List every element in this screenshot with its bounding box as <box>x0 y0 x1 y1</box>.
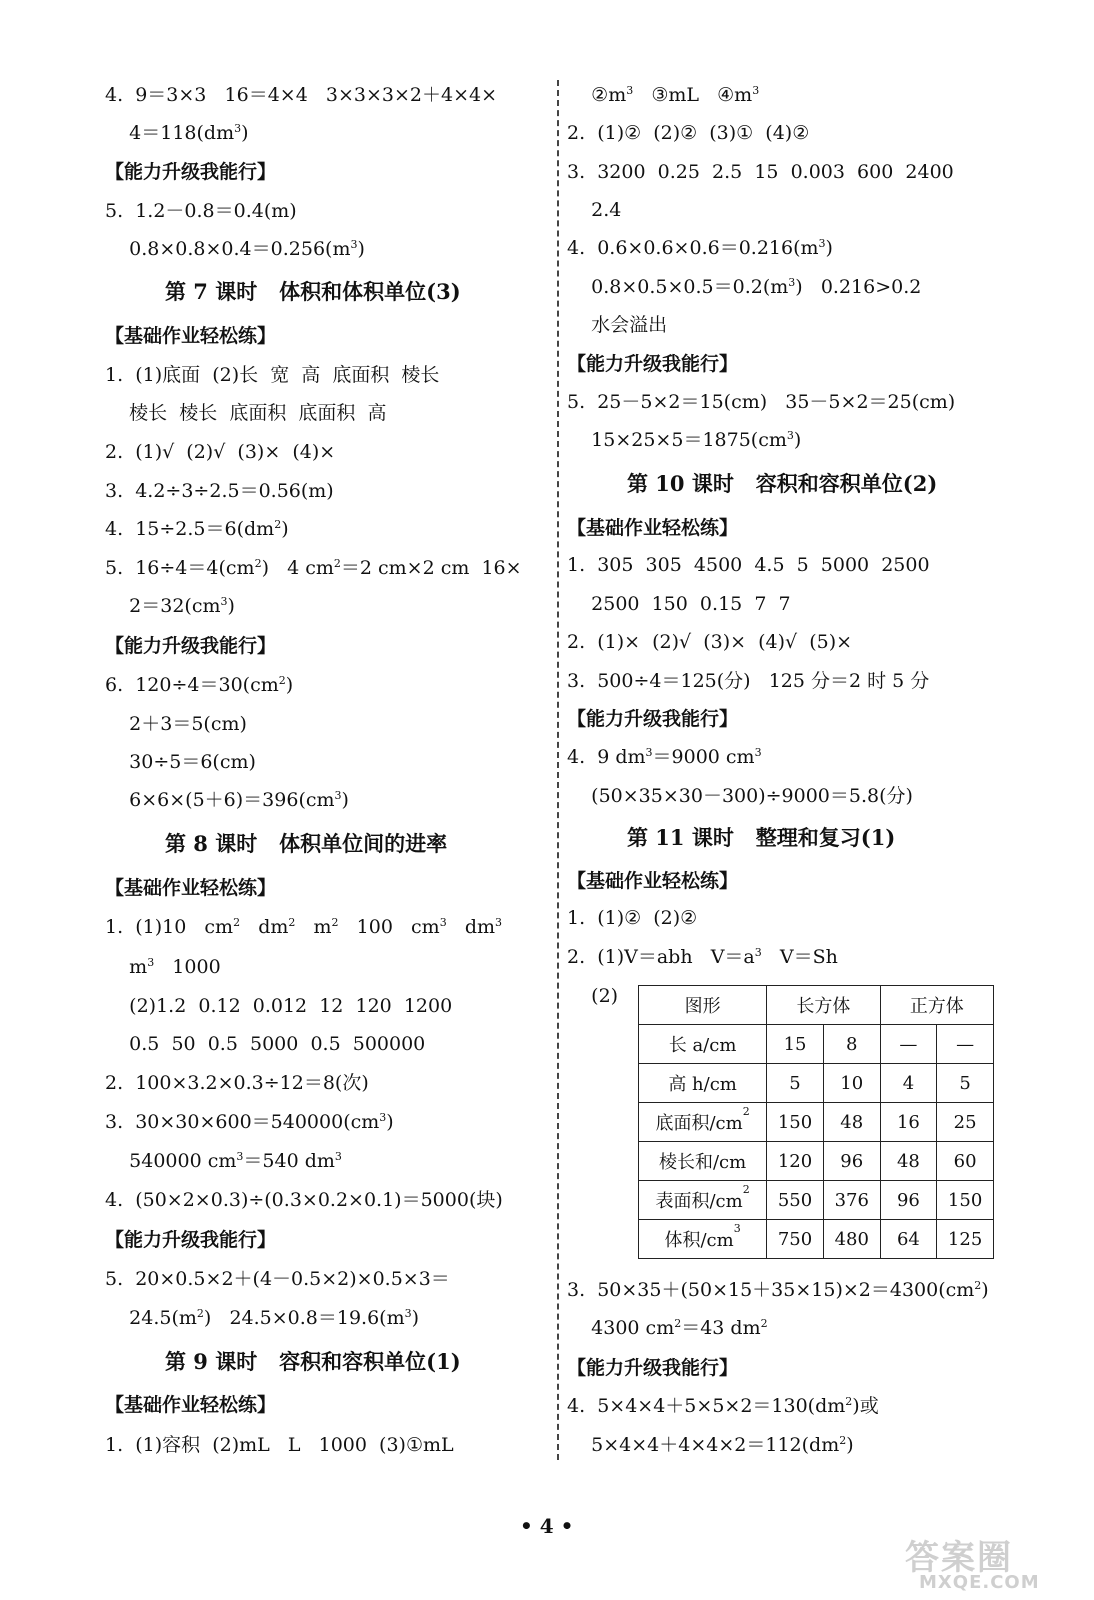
table-row <box>639 1064 994 1103</box>
answer-line: 2. (1)V＝abh $V=a^3$ V＝Sh <box>567 946 838 968</box>
table-row-label: 底面积$/cm^2$ <box>639 1103 767 1142</box>
section-title: 第 7 课时 体积和体积单位(3) <box>165 279 461 304</box>
table-header-row <box>639 986 994 1025</box>
table-cell: 150 <box>937 1181 994 1220</box>
table-cell: — <box>880 1025 937 1064</box>
answer-line: 4. $0.6\times 0.6\times 0.6=0.216(m^3)$ <box>567 237 833 259</box>
table-cell: 60 <box>937 1142 994 1181</box>
answer-line: 2. (1)× (2)√ (3)× (4)√ (5)× <box>567 631 853 653</box>
table-cell: 25 <box>937 1103 994 1142</box>
answer-line: 540000 $cm^3=540$ $dm^3$ <box>105 1150 342 1172</box>
table-cell: 48 <box>823 1103 880 1142</box>
section-title: 第 11 课时 整理和复习(1) <box>627 825 896 850</box>
answer-line: 5. 1.2－0.8＝0.4(m) <box>105 200 297 222</box>
table-cell: 10 <box>823 1064 880 1103</box>
table-row <box>639 1025 994 1064</box>
table-row <box>639 1181 994 1220</box>
answer-line: 4. 9 $dm^3=9000$ $cm^3$ <box>567 746 762 768</box>
answer-line: 1. (1)容积 (2)mL L 1000 (3)①mL <box>105 1434 454 1456</box>
answer-line: 3. $50\times 35+(50\times 15+35\times 15)\times 2=4300(cm^2)$ <box>567 1279 989 1301</box>
solid-figures-table <box>638 985 994 1259</box>
section-title: 第 8 课时 体积单位间的进率 <box>165 831 448 856</box>
section-heading: 【基础作业轻松练】 <box>567 870 739 892</box>
answer-line: 4. (50×2×0.3)÷(0.3×0.2×0.1)＝5000(块) <box>105 1189 503 1211</box>
answer-line: $②m^3$ ③mL $④m^3$ <box>567 84 760 106</box>
table-row <box>639 1103 994 1142</box>
answer-line: 4300 $cm^2=43$ $dm^2$ <box>567 1317 768 1339</box>
section-heading: 【基础作业轻松练】 <box>105 1394 277 1416</box>
table-row <box>639 1142 994 1181</box>
table-cell: 150 <box>767 1103 824 1142</box>
table-cell: 5 <box>767 1064 824 1103</box>
table-cell: 5 <box>937 1064 994 1103</box>
table-row-label: 高 h/cm <box>639 1064 767 1103</box>
table-cell: — <box>937 1025 994 1064</box>
section-heading: 【能力升级我能行】 <box>105 635 277 657</box>
table-cell: 8 <box>823 1025 880 1064</box>
answer-line: 3. 4.2÷3÷2.5＝0.56(m) <box>105 480 334 502</box>
table-cell: 16 <box>880 1103 937 1142</box>
table-row-label: 长 a/cm <box>639 1025 767 1064</box>
answer-line: 4. $15\div 2.5=6(dm^2)$ <box>105 518 289 540</box>
answer-line: $0.8\times 0.8\times 0.4=0.256(m^3)$ <box>105 238 365 260</box>
section-heading: 【能力升级我能行】 <box>567 708 739 730</box>
table-cell: 125 <box>937 1220 994 1259</box>
answer-line: $6\times 6\times(5+6)=396(cm^3)$ <box>105 789 349 811</box>
table-header-cell: 图形 <box>639 986 767 1025</box>
answer-line: 2500 150 0.15 7 7 <box>567 593 791 615</box>
answer-line: $24.5(m^2)$ $24.5\times 0.8=19.6(m^3)$ <box>105 1307 420 1329</box>
page-number: • 4 • <box>520 1514 574 1538</box>
section-heading: 【能力升级我能行】 <box>567 1357 739 1379</box>
table-cell: 96 <box>823 1142 880 1181</box>
table-cell: 480 <box>823 1220 880 1259</box>
answer-line: 5. 20×0.5×2＋(4－0.5×2)×0.5×3＝ <box>105 1268 450 1290</box>
answer-line: $2=32(cm^3)$ <box>105 595 235 617</box>
section-heading: 【基础作业轻松练】 <box>567 517 739 539</box>
table-cell: 376 <box>823 1181 880 1220</box>
table-cell: 550 <box>767 1181 824 1220</box>
answer-line: 2. (1)② (2)② (3)① (4)② <box>567 122 810 144</box>
answer-line: (2) <box>567 985 619 1007</box>
table-row-label: 体积$/cm^3$ <box>639 1220 767 1259</box>
answer-line: 棱长 棱长 底面积 底面积 高 <box>105 402 387 424</box>
answer-line: 2. (1)√ (2)√ (3)× (4)× <box>105 441 336 463</box>
section-title: 第 9 课时 容积和容积单位(1) <box>165 1349 461 1374</box>
table-cell: 4 <box>880 1064 937 1103</box>
answer-line: $m^3$ 1000 <box>105 956 221 978</box>
section-heading: 【基础作业轻松练】 <box>105 877 277 899</box>
answer-line: 0.5 50 0.5 5000 0.5 500000 <box>105 1033 426 1055</box>
answer-line: (2)1.2 0.12 0.012 12 120 1200 <box>105 995 453 1017</box>
section-heading: 【基础作业轻松练】 <box>105 325 277 347</box>
answer-line: 1. 305 305 4500 4.5 5 5000 2500 <box>567 554 930 576</box>
section-title: 第 10 课时 容积和容积单位(2) <box>627 471 938 496</box>
table-cell: 120 <box>767 1142 824 1181</box>
table-row-label: 棱长和/cm <box>639 1142 767 1181</box>
answer-line: 2＋3＝5(cm) <box>105 713 247 735</box>
table-cell: 64 <box>880 1220 937 1259</box>
answer-line: 4. 9＝3×3 16＝4×4 3×3×3×2＋4×4× <box>105 84 498 106</box>
answer-line: 1. (1)10 $cm^2$ $dm^2$ $m^2$ 100 $cm^3$ $dm^3$ <box>105 916 503 938</box>
answer-line: 1. (1)底面 (2)长 宽 高 底面积 棱长 <box>105 364 440 386</box>
answer-line: 2. 100×3.2×0.3÷12＝8(次) <box>105 1072 369 1094</box>
section-heading: 【能力升级我能行】 <box>105 161 277 183</box>
answer-line: 水会溢出 <box>567 314 668 336</box>
table-row <box>639 1220 994 1259</box>
answer-line: 3. 500÷4＝125(分) 125 分＝2 时 5 分 <box>567 670 930 692</box>
watermark-url: MXQE.COM <box>919 1572 1040 1593</box>
answer-line: 5. 25－5×2＝15(cm) 35－5×2＝25(cm) <box>567 391 956 413</box>
answer-line: 3. 3200 0.25 2.5 15 0.003 600 2400 <box>567 161 954 183</box>
watermark-logo <box>905 1530 1085 1596</box>
table-row-label: 表面积$/cm^2$ <box>639 1181 767 1220</box>
table-cell: 15 <box>767 1025 824 1064</box>
column-divider <box>557 80 559 1460</box>
answer-line: 30÷5＝6(cm) <box>105 751 256 773</box>
answer-line: $5\times 4\times 4+4\times 4\times 2=112(dm^2)$ <box>567 1434 854 1456</box>
table-cell: 48 <box>880 1142 937 1181</box>
answer-line: 4. $5\times 4\times 4+5\times 5\times 2=130(dm^2)$或 <box>567 1395 879 1417</box>
answer-line: 5. $16\div 4=4(cm^2)$ 4 $cm^2=2$ cm×2 cm 16× <box>105 557 522 579</box>
section-heading: 【能力升级我能行】 <box>567 353 739 375</box>
section-heading: 【能力升级我能行】 <box>105 1229 277 1251</box>
answer-line: $4=118(dm^3)$ <box>105 122 249 144</box>
table-header-cell: 正方体 <box>880 986 993 1025</box>
answer-line: 2.4 <box>567 199 622 221</box>
answer-line: 1. (1)② (2)② <box>567 907 698 929</box>
watermark-text: 答案圈 <box>905 1538 1013 1578</box>
answer-line: 3. $30\times 30\times 600=540000(cm^3)$ <box>105 1111 394 1133</box>
answer-line: (50×35×30－300)÷9000＝5.8(分) <box>567 785 913 807</box>
table-cell: 96 <box>880 1181 937 1220</box>
table-header-cell: 长方体 <box>767 986 880 1025</box>
answer-line: 6. $120\div 4=30(cm^2)$ <box>105 674 294 696</box>
answer-line: $0.8\times 0.5\times 0.5=0.2(m^3)$ 0.216>0.2 <box>567 276 922 298</box>
table-cell: 750 <box>767 1220 824 1259</box>
answer-line: $15\times 25\times 5=1875(cm^3)$ <box>567 429 802 451</box>
